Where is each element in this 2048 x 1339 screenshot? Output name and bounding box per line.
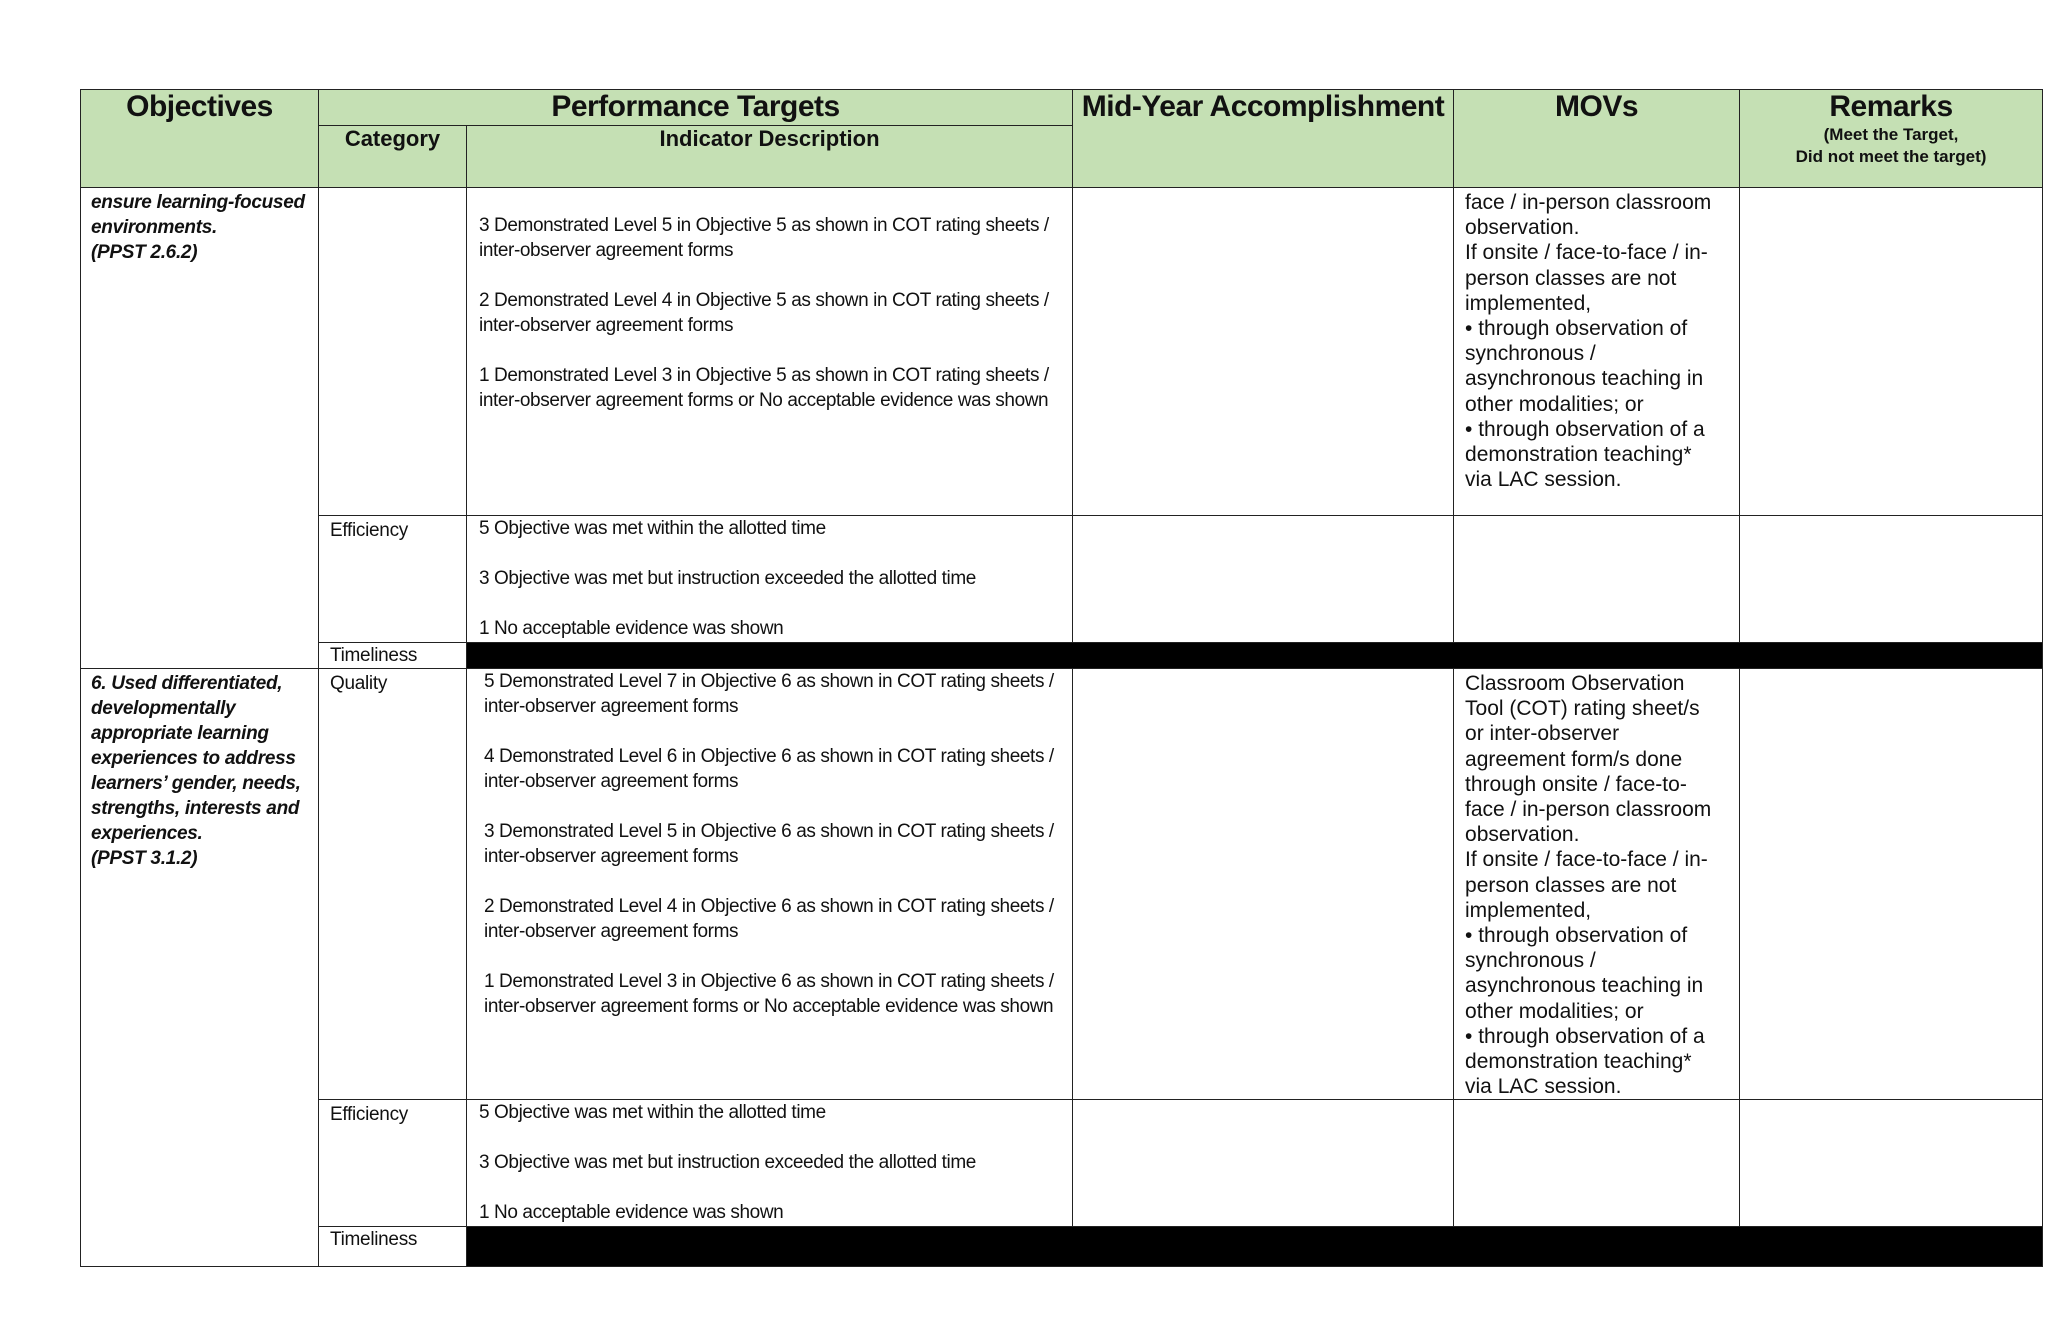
block2-mid-year-cell — [1073, 669, 1454, 1100]
block1-quality-category — [319, 188, 467, 516]
indicator-text: 4 Demonstrated Level 6 in Objective 6 as shown in COT rating sheets / inter-observer agreement forms — [484, 746, 1054, 792]
indicator-text: 3 Demonstrated Level 5 in Objective 6 as shown in COT rating sheets / inter-observer agreement forms — [484, 821, 1054, 867]
header-remarks — [1740, 90, 2043, 188]
block1-objective: ensure learning-focused environments. (PPST 2.6.2) — [81, 188, 319, 669]
indicator-text: 2 Demonstrated Level 4 in Objective 5 as shown in COT rating sheets / inter-observer agreement forms — [479, 290, 1049, 336]
header-category: Category — [319, 126, 467, 188]
block1-efficiency-movs — [1454, 516, 1740, 643]
indicator-text: 1 Demonstrated Level 3 in Objective 6 as shown in COT rating sheets / inter-observer agreement forms or No acceptable evidence was shown — [484, 971, 1054, 1017]
header-performance-targets: Performance Targets — [319, 90, 1073, 126]
indicator-text: 5 Objective was met within the allotted time — [479, 1102, 826, 1124]
block2-timeliness-blackout — [467, 1227, 2043, 1267]
block1-mid-year-cell — [1073, 188, 1454, 516]
block2-efficiency-label: Efficiency — [319, 1100, 467, 1227]
block1-movs: face / in-person classroom observation. If onsite / face-to-face / in- person classes are not implemented, • through observation of synchronous / asynchronous teaching in other modalities; or • through observation of a demonstration teaching* via LAC session. — [1454, 188, 1740, 516]
block2-quality-label: Quality — [319, 669, 467, 1100]
block2-efficiency-remarks — [1740, 1100, 2043, 1227]
block2-efficiency-mid-year — [1073, 1100, 1454, 1227]
block2-quality-indicators — [467, 669, 1073, 1100]
indicator-text: 5 Objective was met within the allotted time — [479, 518, 826, 539]
performance-table — [80, 89, 2043, 1267]
block1-quality-row — [81, 188, 2043, 516]
indicator-text: 5 Demonstrated Level 7 in Objective 6 as shown in COT rating sheets / inter-observer agreement forms — [484, 671, 1054, 717]
indicator-text: 3 Objective was met but instruction exceeded the allotted time — [479, 1152, 976, 1174]
indicator-text: 3 Objective was met but instruction exceeded the allotted time — [479, 568, 976, 589]
block2-timeliness-label: Timeliness — [319, 1227, 467, 1267]
indicator-text: 1 No acceptable evidence was shown — [479, 618, 784, 639]
block1-timeliness-row — [81, 643, 2043, 669]
block2-timeliness-row — [81, 1227, 2043, 1267]
indicator-text: 2 Demonstrated Level 4 in Objective 6 as shown in COT rating sheets / inter-observer agreement forms — [484, 896, 1054, 942]
block1-remarks-cell — [1740, 188, 2043, 516]
header-row-1 — [81, 90, 2043, 126]
block2-movs: Classroom Observation Tool (COT) rating sheet/s or inter-observer agreement form/s done through onsite / face-to- face / in-person classroom observation. If onsite / face-to-face / in- person classes are not implemented, • through observation of synchronous / asynchronous teaching in other modalities; or • through observation of a demonstration teaching* via LAC session. — [1454, 669, 1740, 1100]
header-remarks-sub-2: Did not meet the target) — [1795, 147, 1987, 166]
block1-efficiency-label: Efficiency — [319, 516, 467, 643]
block2-quality-row — [81, 669, 2043, 1100]
header-objectives: Objectives — [81, 90, 319, 188]
block2-remarks-cell — [1740, 669, 2043, 1100]
block1-quality-indicators — [467, 188, 1073, 516]
block1-timeliness-blackout — [467, 643, 2043, 669]
block2-efficiency-row — [81, 1100, 2043, 1227]
block1-timeliness-label: Timeliness — [319, 643, 467, 669]
block1-efficiency-remarks — [1740, 516, 2043, 643]
header-indicator-description: Indicator Description — [467, 126, 1073, 188]
indicator-text: 1 Demonstrated Level 3 in Objective 5 as shown in COT rating sheets / inter-observer agreement forms or No acceptable evidence was shown — [479, 365, 1049, 411]
indicator-text: 3 Demonstrated Level 5 in Objective 5 as shown in COT rating sheets / inter-observer agreement forms — [479, 215, 1049, 261]
header-movs: MOVs — [1454, 90, 1740, 188]
header-mid-year-accomplishment: Mid-Year Accomplishment — [1073, 90, 1454, 188]
block1-efficiency-indicators — [467, 516, 1073, 643]
block2-efficiency-movs — [1454, 1100, 1740, 1227]
block1-efficiency-mid-year — [1073, 516, 1454, 643]
block2-objective: 6. Used differentiated, developmentally appropriate learning experiences to address learners’ gender, needs, strengths, interests and experiences. (PPST 3.1.2) — [81, 669, 319, 1267]
block2-efficiency-indicators — [467, 1100, 1073, 1227]
header-remarks-title: Remarks — [1829, 90, 1953, 123]
block1-efficiency-row — [81, 516, 2043, 643]
header-remarks-sub-1: (Meet the Target, — [1823, 125, 1959, 144]
indicator-text: 1 No acceptable evidence was shown — [479, 1202, 784, 1224]
